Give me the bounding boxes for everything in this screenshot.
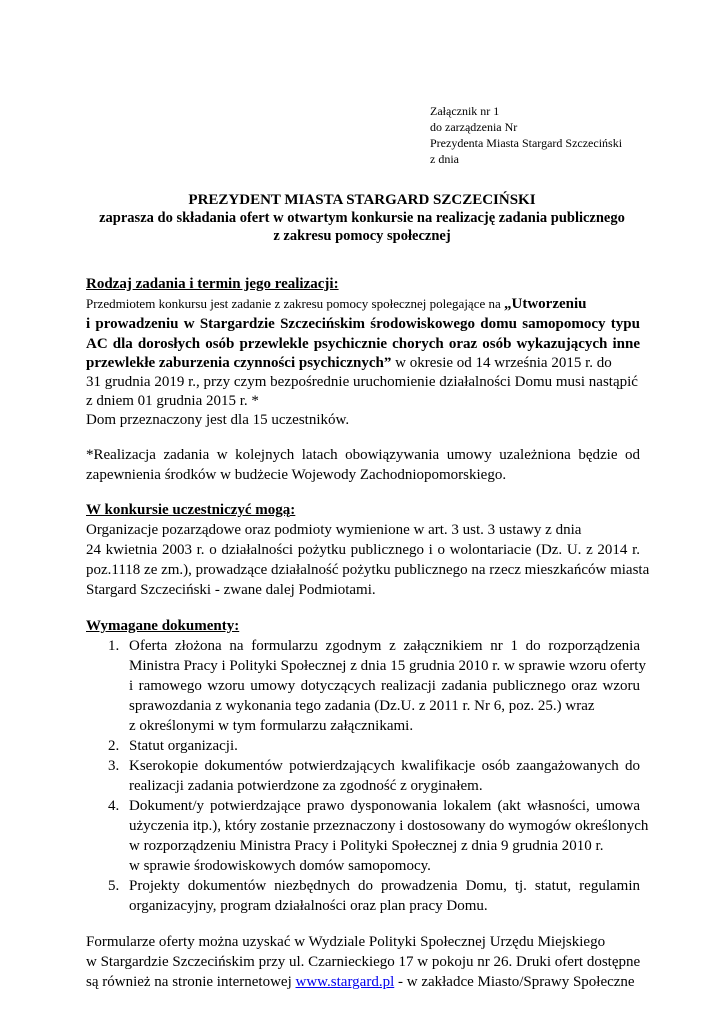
section-title-task: Rodzaj zadania i termin jego realizacji: — [86, 276, 339, 292]
footer-line: w Stargardzie Szczecińskim przy ul. Czarnieckiego 17 w pokoju nr 26. Druki ofert dostępne — [86, 954, 641, 970]
section-title-documents: Wymagane dokumenty: — [86, 618, 240, 634]
list-number: 4. — [108, 798, 120, 814]
paragraph-line: Przedmiotem konkursu jest zadanie z zakresu pomocy społecznej polegające na „Utworzeniu — [86, 296, 587, 312]
paragraph-line: 31 grudnia 2019 r., przy czym bezpośrednie uruchomienie działalności Domu musi nastąpić — [86, 374, 638, 390]
list-item-line: organizacyjny, program działalności oraz plan pracy Domu. — [129, 898, 488, 914]
paragraph-line: przewlekłe zaburzenia czynności psychicznych” w okresie od 14 września 2015 r. do — [86, 355, 612, 371]
list-item-line: użyczenia itp.), który zostanie przeznaczony i dostosowany do wymogów określonych — [129, 818, 649, 834]
list-item-line: realizacji zadania potwierdzone za zgodność z oryginałem. — [129, 778, 483, 794]
list-item-line: z określonymi w tym formularzu załącznikami. — [129, 718, 414, 734]
footer-line: Formularze oferty można uzyskać w Wydziale Polityki Społecznej Urzędu Miejskiego — [86, 934, 606, 950]
section-title-participants: W konkursie uczestniczyć mogą: — [86, 502, 296, 518]
paragraph-line: AC dla dorosłych osób przewlekle psychicznie chorych oraz osób wykazujących inne — [86, 336, 640, 352]
list-item-line: Oferta złożona na formularzu zgodnym z załącznikiem nr 1 do rozporządzenia — [129, 638, 640, 654]
list-item-line: Ministra Pracy i Polityki Społecznej z dnia 15 grudnia 2010 r. w sprawie wzoru oferty — [129, 658, 646, 674]
list-item-line: Statut organizacji. — [129, 738, 238, 754]
heading-title: PREZYDENT MIASTA STARGARD SZCZECIŃSKI — [188, 192, 536, 208]
list-number: 3. — [108, 758, 120, 774]
annex-line: z dnia — [430, 152, 459, 166]
paragraph-line: i prowadzeniu w Stargardzie Szczecińskim środowiskowego domu samopomocy typu — [86, 316, 640, 332]
note-line: zapewnienia środków w budżecie Wojewody Zachodniopomorskiego. — [86, 467, 507, 483]
paragraph-line: poz.1118 ze zm.), prowadzące działalność pożytku publicznego na rzecz mieszkańców miasta — [86, 562, 650, 578]
paragraph-line: Organizacje pozarządowe oraz podmioty wymienione w art. 3 ust. 3 ustawy z dnia — [86, 522, 582, 538]
list-item-line: w sprawie środowiskowych domów samopomocy. — [129, 858, 431, 874]
annex-line: Prezydenta Miasta Stargard Szczeciński — [430, 136, 623, 150]
list-item-line: Projekty dokumentów niezbędnych do prowadzenia Domu, tj. statut, regulamin — [129, 878, 640, 894]
list-number: 2. — [108, 738, 120, 754]
list-item-line: w rozporządzeniu Ministra Pracy i Polityki Społecznej z dnia 9 grudnia 2010 r. — [129, 838, 604, 854]
paragraph-line: 24 kwietnia 2003 r. o działalności pożytku publicznego i o wolontariacie (Dz. U. z 2014 r. — [86, 542, 640, 558]
document-heading — [0, 191, 724, 245]
paragraph-line: Stargard Szczeciński - zwane dalej Podmiotami. — [86, 582, 376, 598]
website-link[interactable]: www.stargard.pl — [295, 974, 395, 990]
list-item-line: Kserokopie dokumentów potwierdzających kwalifikacje osób zaangażowanych do — [129, 758, 640, 774]
paragraph-line: z dniem 01 grudnia 2015 r. * — [86, 393, 259, 409]
annex-line: do zarządzenia Nr — [430, 120, 518, 134]
heading-subtitle: z zakresu pomocy społecznej — [273, 228, 451, 244]
heading-subtitle: zaprasza do składania ofert w otwartym konkursie na realizację zadania publicznego — [99, 210, 625, 226]
footer-line: są również na stronie internetowej www.stargard.pl - w zakładce Miasto/Sprawy Społeczne — [86, 974, 635, 990]
annex-block — [430, 103, 622, 167]
list-item-line: sprawozdania z wykonania tego zadania (Dz.U. z 2011 r. Nr 6, poz. 25.) wraz — [129, 698, 595, 714]
list-number: 1. — [108, 638, 120, 654]
paragraph-line: Dom przeznaczony jest dla 15 uczestników. — [86, 412, 350, 428]
list-number: 5. — [108, 878, 120, 894]
annex-line: Załącznik nr 1 — [430, 104, 500, 118]
list-item-line: Dokument/y potwierdzające prawo dysponowania lokalem (akt własności, umowa — [129, 798, 640, 814]
list-item-line: i ramowego wzoru umowy dotyczących realizacji zadania publicznego oraz wzoru — [129, 678, 640, 694]
note-line: *Realizacja zadania w kolejnych latach obowiązywania umowy uzależniona będzie od — [86, 447, 640, 463]
